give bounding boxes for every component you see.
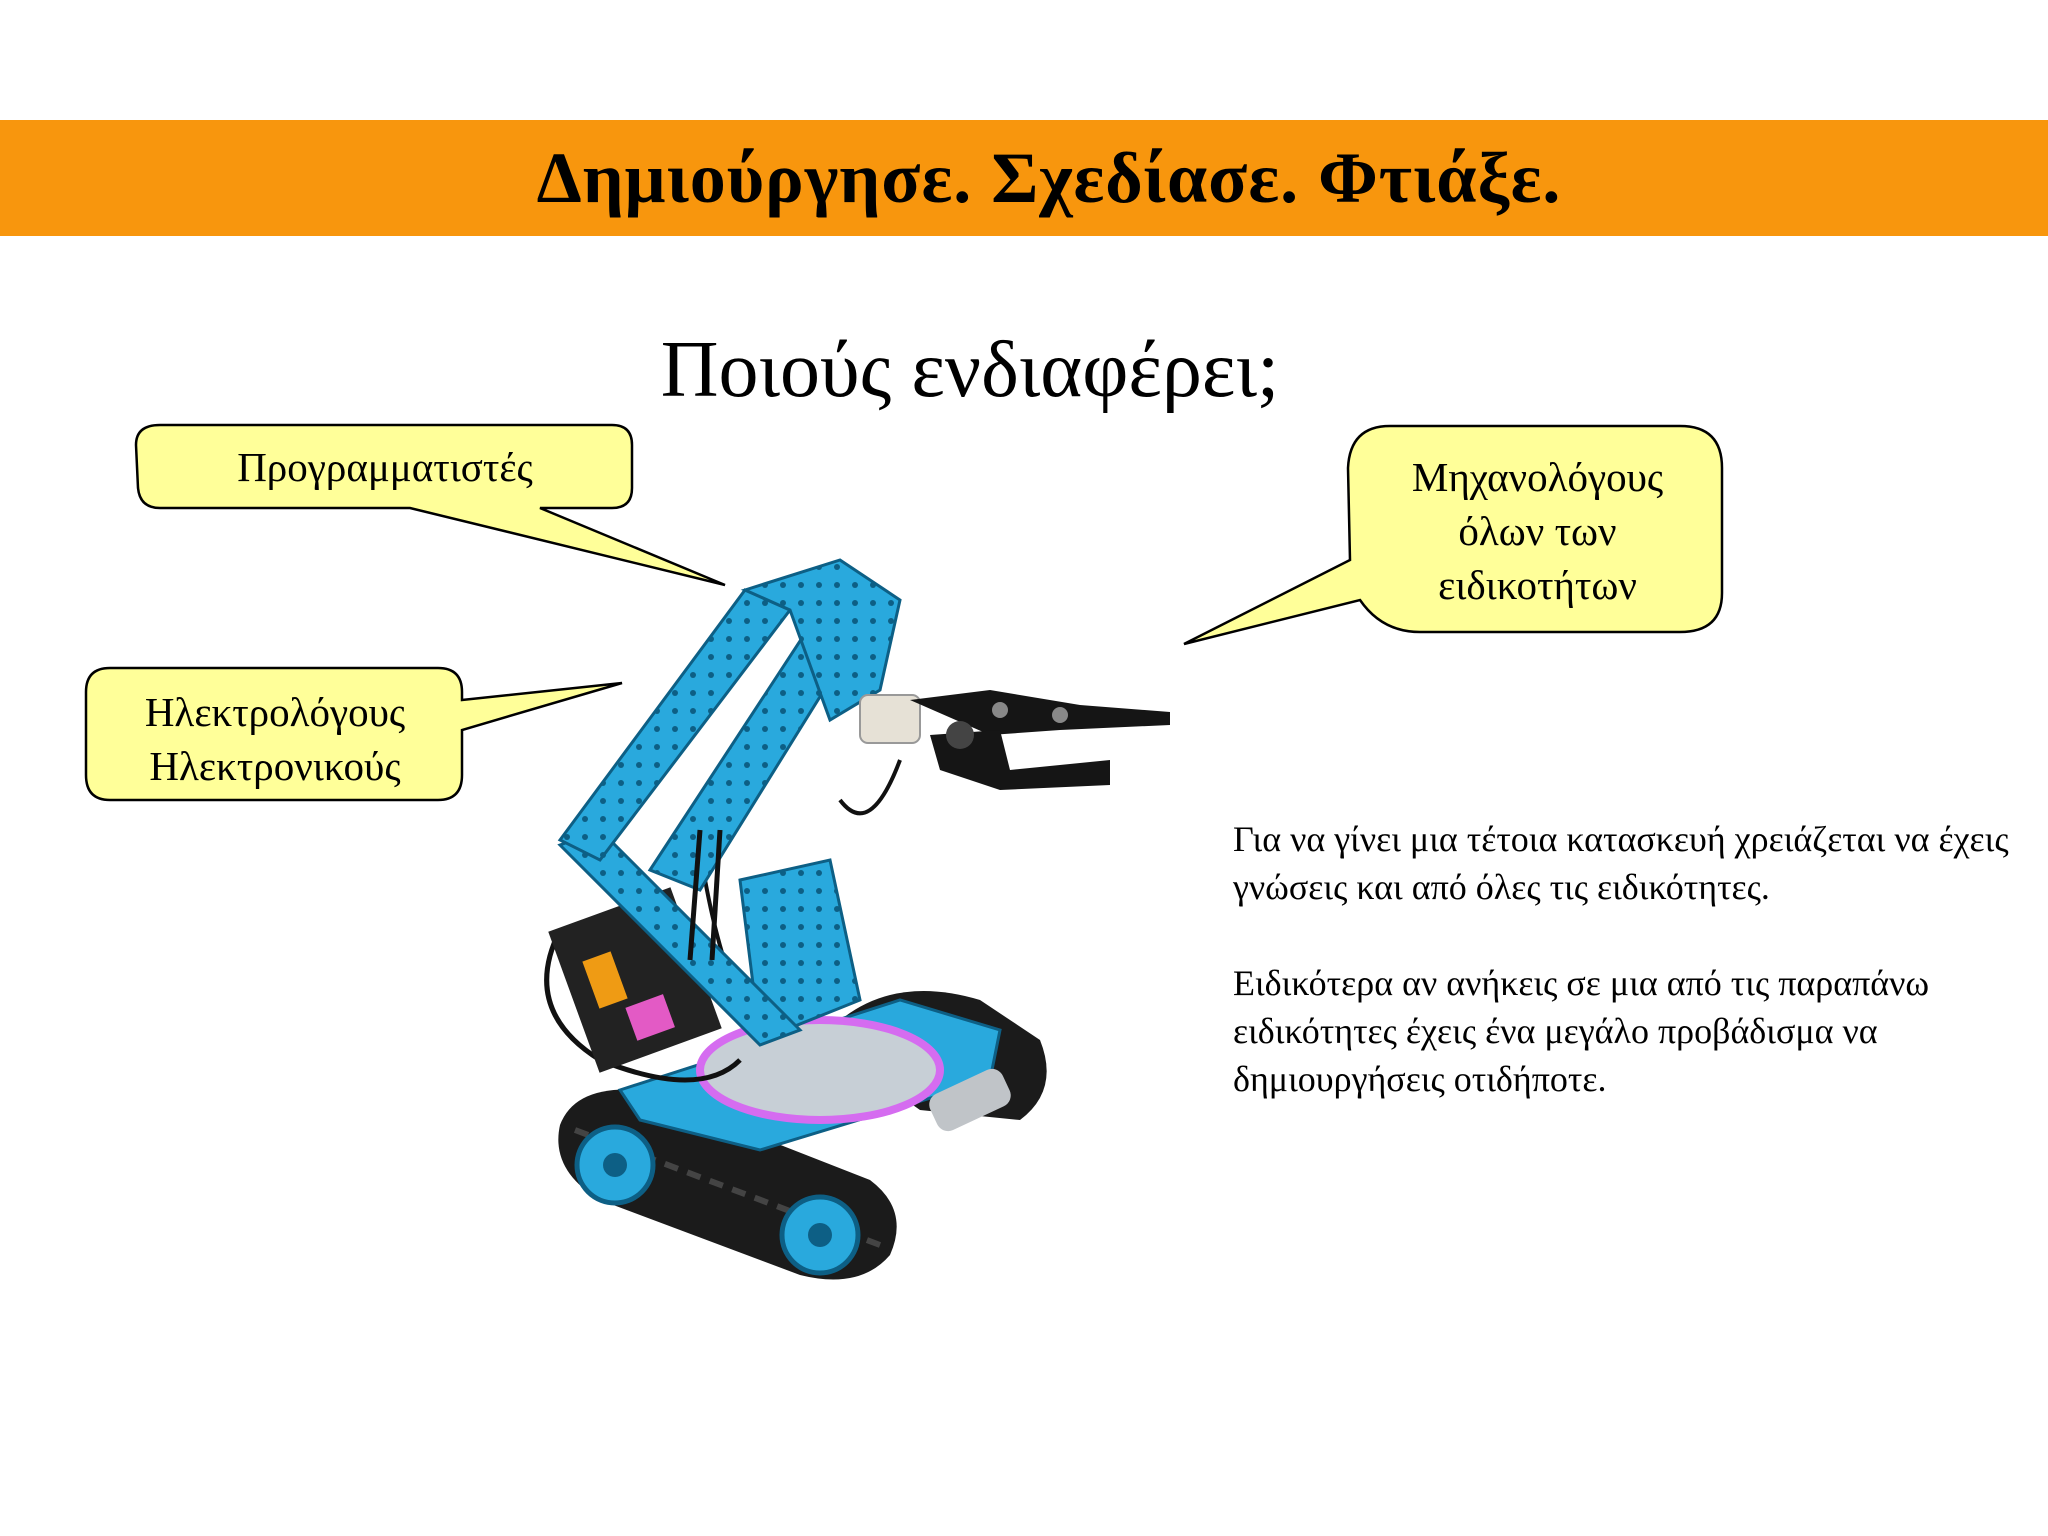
callout-engineers-line3: ειδικοτήτων: [1438, 562, 1637, 608]
callout-programmers-label: Προγραμματιστές: [237, 444, 533, 490]
callout-electrical-line2: Ηλεκτρονικούς: [149, 743, 401, 789]
callout-engineers-line1: Μηχανολόγους: [1411, 454, 1664, 500]
servo: [860, 695, 920, 743]
section-heading: Ποιούς ενδιαφέρει;: [660, 326, 1280, 414]
description-paragraph-2: Ειδικότερα αν ανήκεις σε μια από τις παραπάνω ειδικότητες έχεις ένα μεγάλο προβάδισμα να δημιουργήσεις οτιδήποτε.: [1233, 963, 1930, 1099]
gripper: [910, 690, 1170, 790]
led-ring: [700, 1020, 940, 1120]
callout-engineers-line2: όλων των: [1458, 508, 1617, 554]
page-title: Δημιούργησε. Σχεδίασε. Φτιάξε.: [536, 137, 1562, 218]
description-paragraph-1: Για να γίνει μια τέτοια κατασκευή χρειάζεται να έχεις γνώσεις και από όλες τις ειδικότητες.: [1233, 819, 2009, 907]
callout-electrical-line1: Ηλεκτρολόγους: [144, 689, 406, 735]
